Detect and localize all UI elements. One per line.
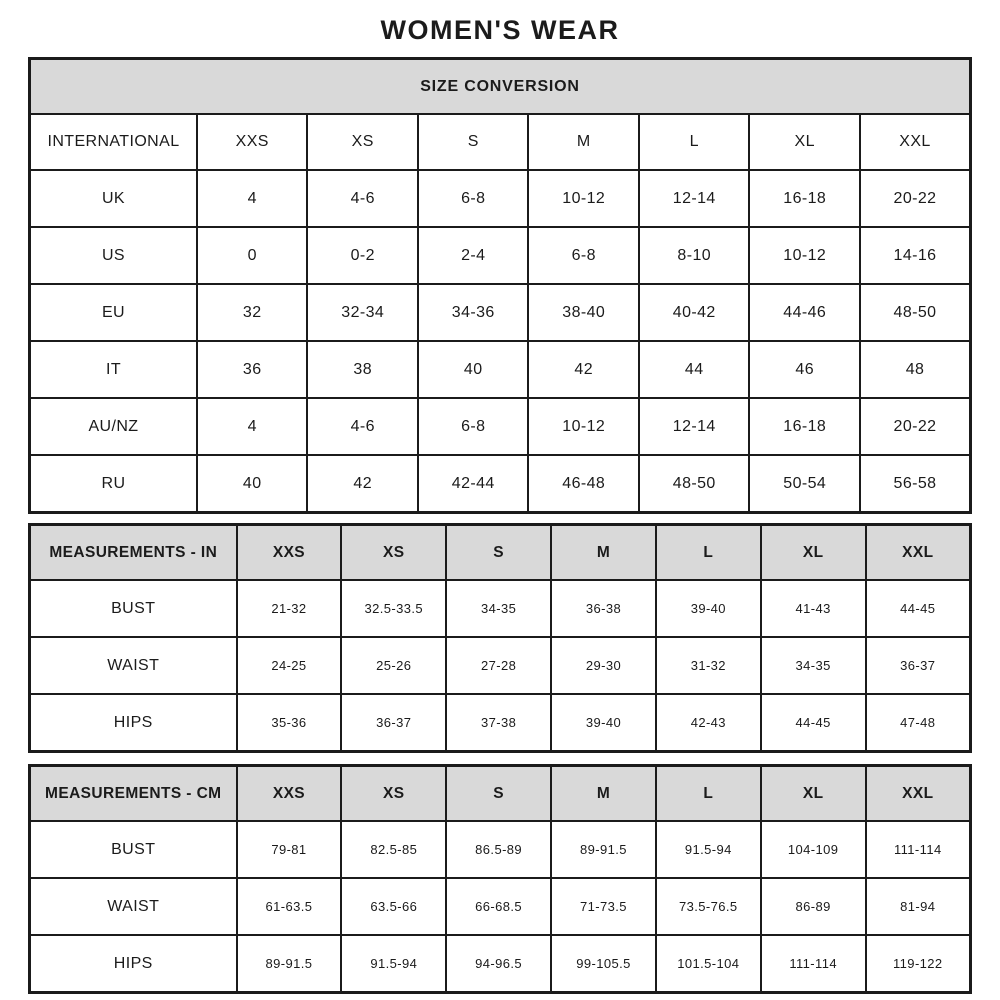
value-cell: 25-26 — [341, 637, 446, 694]
value-cell: 40 — [418, 341, 529, 398]
column-header-row — [30, 766, 971, 822]
value-cell: 10-12 — [528, 170, 639, 227]
size-column-header: M — [528, 114, 639, 170]
value-cell: 42 — [528, 341, 639, 398]
table-row — [30, 694, 971, 752]
table-row — [30, 284, 971, 341]
size-column-header: XXL — [860, 114, 971, 170]
value-cell: 56-58 — [860, 455, 971, 513]
value-cell: 21-32 — [237, 580, 342, 637]
value-cell: 32.5-33.5 — [341, 580, 446, 637]
value-cell: 71-73.5 — [551, 878, 656, 935]
table-row — [30, 341, 971, 398]
value-cell: 41-43 — [761, 580, 866, 637]
value-cell: 14-16 — [860, 227, 971, 284]
table-row — [30, 398, 971, 455]
measurements-cm-table — [28, 764, 972, 994]
value-cell: 48 — [860, 341, 971, 398]
size-column-header: XL — [761, 766, 866, 822]
table-row — [30, 227, 971, 284]
size-column-header: S — [446, 766, 551, 822]
row-header-label: INTERNATIONAL — [30, 114, 197, 170]
value-cell: 61-63.5 — [237, 878, 342, 935]
value-cell: 4 — [197, 398, 308, 455]
value-cell: 16-18 — [749, 398, 860, 455]
value-cell: 48-50 — [639, 455, 750, 513]
column-header-row — [30, 114, 971, 170]
value-cell: 2-4 — [418, 227, 529, 284]
value-cell: 4-6 — [307, 398, 418, 455]
row-header-label: MEASUREMENTS - CM — [30, 766, 237, 822]
table-row — [30, 935, 971, 993]
value-cell: 44-45 — [761, 694, 866, 752]
value-cell: 38-40 — [528, 284, 639, 341]
value-cell: 4-6 — [307, 170, 418, 227]
row-label: HIPS — [30, 935, 237, 993]
row-label: US — [30, 227, 197, 284]
value-cell: 66-68.5 — [446, 878, 551, 935]
value-cell: 42-44 — [418, 455, 529, 513]
value-cell: 35-36 — [237, 694, 342, 752]
size-column-header: M — [551, 525, 656, 581]
value-cell: 29-30 — [551, 637, 656, 694]
value-cell: 39-40 — [551, 694, 656, 752]
size-column-header: XXL — [866, 766, 971, 822]
value-cell: 91.5-94 — [341, 935, 446, 993]
value-cell: 36-37 — [341, 694, 446, 752]
row-label: HIPS — [30, 694, 237, 752]
value-cell: 42 — [307, 455, 418, 513]
size-column-header: XXS — [237, 766, 342, 822]
value-cell: 0-2 — [307, 227, 418, 284]
value-cell: 6-8 — [418, 398, 529, 455]
value-cell: 50-54 — [749, 455, 860, 513]
column-header-row — [30, 525, 971, 581]
value-cell: 44 — [639, 341, 750, 398]
size-column-header: L — [639, 114, 750, 170]
value-cell: 20-22 — [860, 170, 971, 227]
value-cell: 10-12 — [749, 227, 860, 284]
value-cell: 111-114 — [761, 935, 866, 993]
value-cell: 48-50 — [860, 284, 971, 341]
value-cell: 38 — [307, 341, 418, 398]
row-label: BUST — [30, 821, 237, 878]
value-cell: 40-42 — [639, 284, 750, 341]
value-cell: 12-14 — [639, 398, 750, 455]
value-cell: 34-35 — [446, 580, 551, 637]
value-cell: 86-89 — [761, 878, 866, 935]
size-column-header: XXS — [197, 114, 308, 170]
table-banner: SIZE CONVERSION — [30, 59, 971, 115]
size-column-header: S — [418, 114, 529, 170]
value-cell: 36 — [197, 341, 308, 398]
value-cell: 81-94 — [866, 878, 971, 935]
value-cell: 63.5-66 — [341, 878, 446, 935]
value-cell: 0 — [197, 227, 308, 284]
value-cell: 37-38 — [446, 694, 551, 752]
value-cell: 6-8 — [418, 170, 529, 227]
value-cell: 4 — [197, 170, 308, 227]
table-row — [30, 878, 971, 935]
value-cell: 86.5-89 — [446, 821, 551, 878]
value-cell: 104-109 — [761, 821, 866, 878]
row-label: RU — [30, 455, 197, 513]
value-cell: 42-43 — [656, 694, 761, 752]
row-label: UK — [30, 170, 197, 227]
size-column-header: XXL — [866, 525, 971, 581]
value-cell: 47-48 — [866, 694, 971, 752]
size-column-header: XS — [341, 766, 446, 822]
value-cell: 34-36 — [418, 284, 529, 341]
value-cell: 6-8 — [528, 227, 639, 284]
row-label: WAIST — [30, 878, 237, 935]
value-cell: 36-38 — [551, 580, 656, 637]
size-column-header: L — [656, 525, 761, 581]
row-label: WAIST — [30, 637, 237, 694]
value-cell: 24-25 — [237, 637, 342, 694]
value-cell: 73.5-76.5 — [656, 878, 761, 935]
value-cell: 32 — [197, 284, 308, 341]
value-cell: 111-114 — [866, 821, 971, 878]
value-cell: 8-10 — [639, 227, 750, 284]
value-cell: 12-14 — [639, 170, 750, 227]
row-label: AU/NZ — [30, 398, 197, 455]
value-cell: 10-12 — [528, 398, 639, 455]
value-cell: 89-91.5 — [237, 935, 342, 993]
size-column-header: XL — [761, 525, 866, 581]
row-header-label: MEASUREMENTS - IN — [30, 525, 237, 581]
row-label: EU — [30, 284, 197, 341]
size-column-header: S — [446, 525, 551, 581]
size-column-header: M — [551, 766, 656, 822]
value-cell: 27-28 — [446, 637, 551, 694]
value-cell: 16-18 — [749, 170, 860, 227]
value-cell: 44-46 — [749, 284, 860, 341]
size-conversion-table — [28, 57, 972, 514]
size-column-header: XS — [341, 525, 446, 581]
size-column-header: XS — [307, 114, 418, 170]
size-column-header: L — [656, 766, 761, 822]
row-label: BUST — [30, 580, 237, 637]
value-cell: 46-48 — [528, 455, 639, 513]
value-cell: 39-40 — [656, 580, 761, 637]
value-cell: 91.5-94 — [656, 821, 761, 878]
table-row — [30, 580, 971, 637]
value-cell: 99-105.5 — [551, 935, 656, 993]
value-cell: 89-91.5 — [551, 821, 656, 878]
banner-row — [30, 59, 971, 115]
table-row — [30, 455, 971, 513]
table-row — [30, 637, 971, 694]
value-cell: 34-35 — [761, 637, 866, 694]
value-cell: 31-32 — [656, 637, 761, 694]
value-cell: 94-96.5 — [446, 935, 551, 993]
value-cell: 79-81 — [237, 821, 342, 878]
table-row — [30, 170, 971, 227]
value-cell: 119-122 — [866, 935, 971, 993]
measurements-in-table — [28, 523, 972, 753]
value-cell: 44-45 — [866, 580, 971, 637]
size-column-header: XXS — [237, 525, 342, 581]
page-title: WOMEN'S WEAR — [380, 15, 620, 45]
value-cell: 40 — [197, 455, 308, 513]
table-row — [30, 821, 971, 878]
value-cell: 20-22 — [860, 398, 971, 455]
value-cell: 101.5-104 — [656, 935, 761, 993]
value-cell: 36-37 — [866, 637, 971, 694]
row-label: IT — [30, 341, 197, 398]
size-column-header: XL — [749, 114, 860, 170]
value-cell: 46 — [749, 341, 860, 398]
value-cell: 32-34 — [307, 284, 418, 341]
value-cell: 82.5-85 — [341, 821, 446, 878]
